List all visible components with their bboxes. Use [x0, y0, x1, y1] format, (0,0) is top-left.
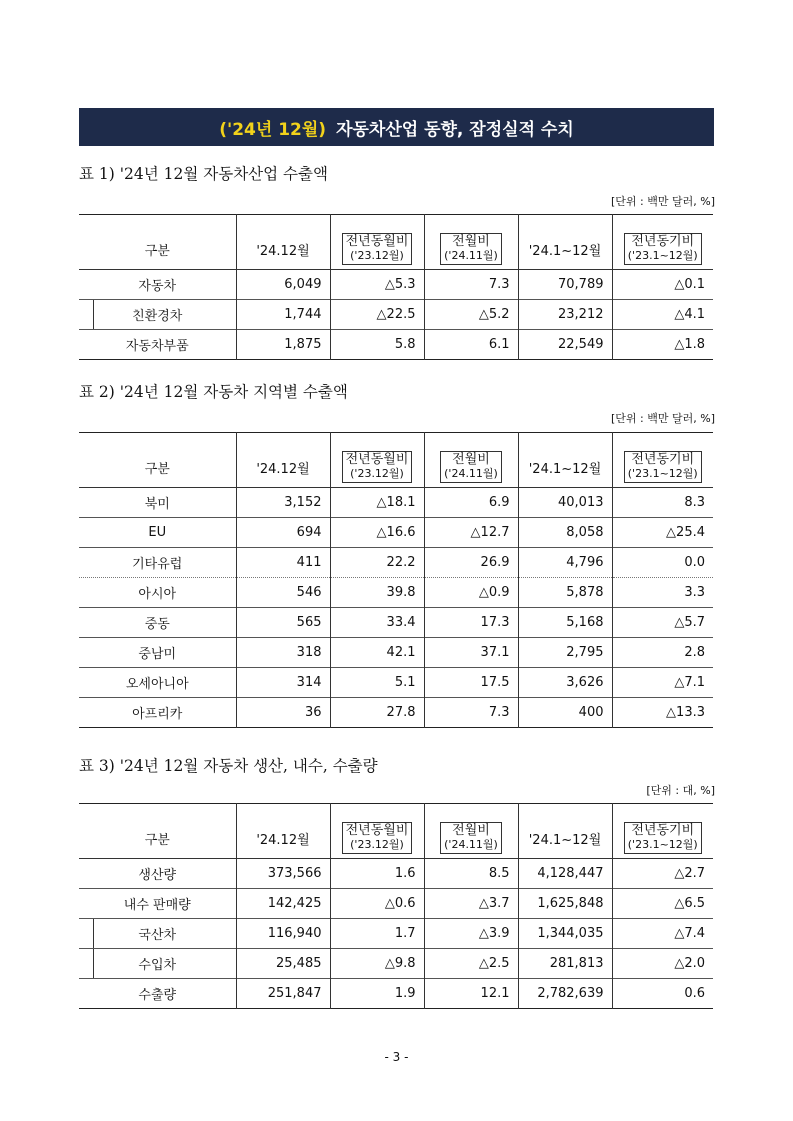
table-row: 친환경차 1,744 △22.5 △5.2 23,212 △4.1	[79, 300, 713, 330]
header-cumulative: '24.1~12월	[518, 818, 612, 859]
table-row: 자동차 6,049 △5.3 7.3 70,789 △0.1	[79, 270, 713, 300]
table-row: EU 694 △16.6 △12.7 8,058 △25.4	[79, 518, 713, 548]
header-cumulative: '24.1~12월	[518, 447, 612, 488]
header-category: 구분	[79, 229, 236, 270]
header-mom: 전월비 ('24.11월)	[424, 447, 518, 488]
banner-title: 자동차산업 동향, 잠정실적 수치	[336, 119, 574, 140]
table2-unit: [단위 : 백만 달러, %]	[611, 412, 715, 425]
table-row: 북미 3,152 △18.1 6.9 40,013 8.3	[79, 488, 713, 518]
table-row: 기타유럽 411 22.2 26.9 4,796 0.0	[79, 548, 713, 578]
header-mom: 전월비 ('24.11월)	[424, 818, 518, 859]
table-row: 생산량 373,566 1.6 8.5 4,128,447 △2.7	[79, 859, 713, 889]
table-row: 중동 565 33.4 17.3 5,168 △5.7	[79, 608, 713, 638]
header-yoy-month: 전년동월비 ('23.12월)	[330, 447, 424, 488]
section-banner	[79, 108, 714, 146]
header-category: 구분	[79, 818, 236, 859]
table3-unit: [단위 : 대, %]	[646, 784, 715, 797]
table-row: 내수 판매량 142,425 △0.6 △3.7 1,625,848 △6.5	[79, 889, 713, 919]
header-month: '24.12월	[236, 818, 330, 859]
production-sales-table	[79, 803, 713, 1009]
header-yoy-period: 전년동기비 ('23.1~12월)	[612, 818, 713, 859]
table1-title: 표 1) '24년 12월 자동차산업 수출액	[79, 165, 328, 183]
header-yoy-period: 전년동기비 ('23.1~12월)	[612, 447, 713, 488]
header-yoy-month: 전년동월비 ('23.12월)	[330, 229, 424, 270]
table-row: 아프리카 36 27.8 7.3 400 △13.3	[79, 698, 713, 728]
regional-export-table	[79, 432, 713, 728]
header-mom: 전월비 ('24.11월)	[424, 229, 518, 270]
table-row: 오세아니아 314 5.1 17.5 3,626 △7.1	[79, 668, 713, 698]
table-row: 수출량 251,847 1.9 12.1 2,782,639 0.6	[79, 979, 713, 1009]
table-row: 자동차부품 1,875 5.8 6.1 22,549 △1.8	[79, 330, 713, 360]
header-yoy-month: 전년동월비 ('23.12월)	[330, 818, 424, 859]
table3-title: 표 3) '24년 12월 자동차 생산, 내수, 수출량	[79, 757, 378, 775]
table-row: 중남미 318 42.1 37.1 2,795 2.8	[79, 638, 713, 668]
table-row: 수입차 25,485 △9.8 △2.5 281,813 △2.0	[79, 949, 713, 979]
header-month: '24.12월	[236, 229, 330, 270]
export-value-table	[79, 214, 713, 360]
table-row: 국산차 116,940 1.7 △3.9 1,344,035 △7.4	[79, 919, 713, 949]
table1-unit: [단위 : 백만 달러, %]	[611, 195, 715, 208]
header-category: 구분	[79, 447, 236, 488]
banner-highlight: ('24년 12월)	[219, 119, 327, 140]
table-row: 아시아 546 39.8 △0.9 5,878 3.3	[79, 578, 713, 608]
header-cumulative: '24.1~12월	[518, 229, 612, 270]
table2-title: 표 2) '24년 12월 자동차 지역별 수출액	[79, 383, 348, 401]
header-yoy-period: 전년동기비 ('23.1~12월)	[612, 229, 713, 270]
page-number: - 3 -	[384, 1050, 409, 1064]
header-month: '24.12월	[236, 447, 330, 488]
